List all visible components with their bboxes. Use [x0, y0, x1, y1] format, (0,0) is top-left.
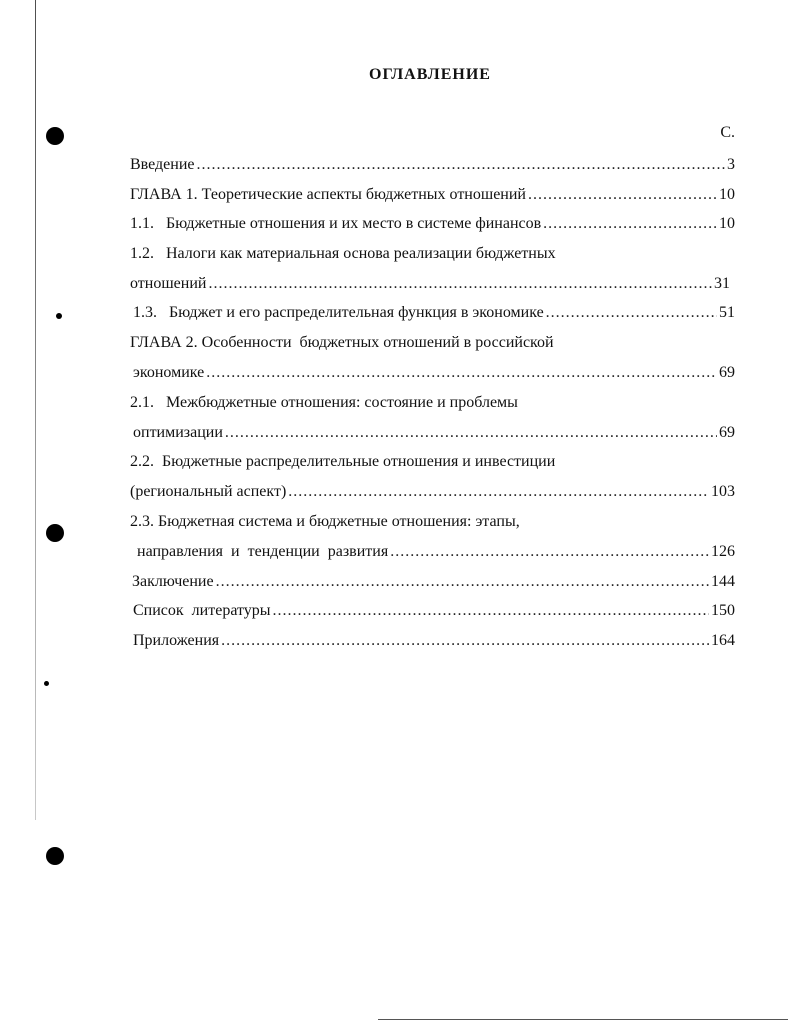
- leader-dots: [197, 155, 726, 175]
- leader-dots: [390, 542, 709, 562]
- toc-entry-section-2-2-line1[interactable]: 2.2. Бюджетные распределительные отношения и инвестиции: [130, 453, 556, 470]
- leader-dots: [225, 423, 717, 443]
- toc-entry-title: Список литературы: [133, 602, 271, 619]
- toc-entry-page: 150: [711, 602, 735, 619]
- page-column-label: С.: [720, 124, 735, 141]
- toc-entry-section-2-1-line1[interactable]: 2.1. Межбюджетные отношения: состояние и проблемы: [130, 394, 518, 411]
- page-title: ОГЛАВЛЕНИЕ: [369, 66, 491, 83]
- toc-entry-section-2-3[interactable]: [137, 542, 735, 562]
- scan-edge-line: [378, 1019, 788, 1020]
- toc-entry-title: оптимизации: [133, 424, 223, 441]
- toc-entry-bibliography[interactable]: [133, 601, 735, 621]
- toc-entry-title: отношений: [130, 275, 207, 292]
- punch-hole: [46, 127, 64, 145]
- leader-dots: [208, 274, 712, 294]
- toc-entry-page: 164: [711, 632, 735, 649]
- leader-dots: [273, 601, 709, 621]
- leader-dots: [221, 631, 709, 651]
- leader-dots: [528, 185, 717, 205]
- toc-entry-introduction[interactable]: [130, 155, 735, 175]
- scan-speck: [56, 313, 62, 319]
- binding-edge-line: [35, 0, 36, 820]
- toc-entry-title: 1.3. Бюджет и его распределительная функция в экономике: [133, 304, 544, 321]
- toc-entry-title: Приложения: [133, 632, 220, 649]
- toc-entry-section-2-2[interactable]: [130, 482, 735, 502]
- leader-dots: [543, 214, 717, 234]
- toc-entry-page: 10: [719, 186, 735, 203]
- leader-dots: [216, 572, 709, 592]
- toc-entry-section-1-3[interactable]: [133, 303, 735, 323]
- toc-entry-chapter-2-line1[interactable]: ГЛАВА 2. Особенности бюджетных отношений в российской: [130, 334, 554, 351]
- toc-entry-chapter-2[interactable]: [133, 363, 735, 383]
- toc-entry-title: ГЛАВА 1. Теоретические аспекты бюджетных отношений: [130, 186, 526, 203]
- toc-entry-page: 144: [711, 573, 735, 590]
- leader-dots: [546, 303, 717, 323]
- toc-entry-page: 69: [719, 364, 735, 381]
- toc-entry-page: 3: [727, 156, 735, 173]
- scan-speck: [44, 681, 49, 686]
- leader-dots: [206, 363, 717, 383]
- toc-entry-page: 103: [711, 483, 735, 500]
- toc-entry-title: 1.1. Бюджетные отношения и их место в системе финансов: [130, 215, 542, 232]
- toc-entry-title: экономике: [133, 364, 205, 381]
- toc-entry-page: 69: [719, 424, 735, 441]
- toc-entry-section-1-2-line1[interactable]: 1.2. Налоги как материальная основа реализации бюджетных: [130, 245, 556, 262]
- toc-entry-title: Введение: [130, 156, 195, 173]
- toc-entry-title: (региональный аспект): [130, 483, 287, 500]
- toc-entry-section-1-1[interactable]: [130, 214, 735, 234]
- toc-entry-page: 31: [714, 275, 730, 292]
- toc-entry-section-2-3-line1[interactable]: 2.3. Бюджетная система и бюджетные отношения: этапы,: [130, 513, 520, 530]
- toc-entry-page: 126: [711, 543, 735, 560]
- toc-entry-chapter-1[interactable]: [130, 185, 735, 205]
- toc-entry-appendices[interactable]: [133, 631, 735, 651]
- toc-entry-title: Заключение: [132, 573, 214, 590]
- toc-entry-section-2-1[interactable]: [133, 423, 735, 443]
- toc-entry-title: направления и тенденции развития: [137, 543, 389, 560]
- toc-entry-page: 51: [719, 304, 735, 321]
- toc-entry-conclusion[interactable]: [132, 572, 735, 592]
- leader-dots: [288, 482, 709, 502]
- punch-hole: [46, 524, 64, 542]
- punch-hole: [46, 847, 64, 865]
- toc-entry-page: 10: [719, 215, 735, 232]
- toc-entry-section-1-2[interactable]: [130, 274, 730, 294]
